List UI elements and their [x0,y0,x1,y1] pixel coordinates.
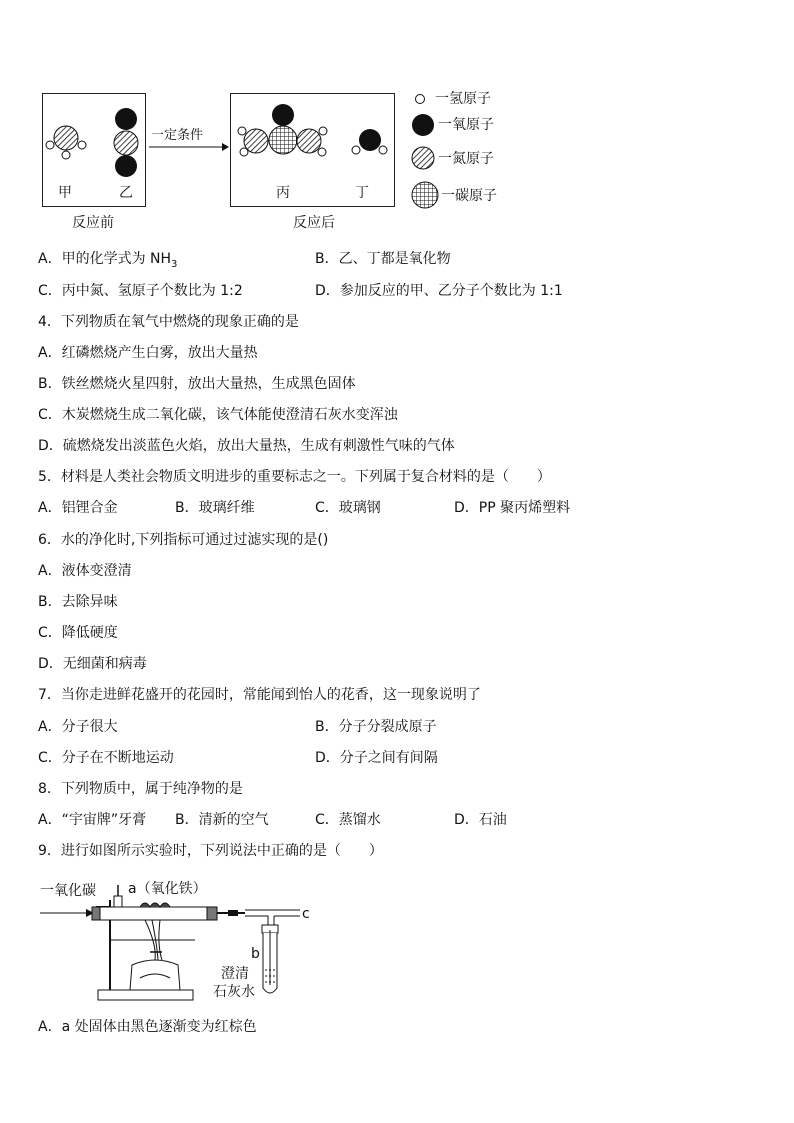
q4-option-b: B．铁丝燃烧火星四射，放出大量热，生成黑色固体 [38,376,356,392]
q8-option-a: A．“宇宙牌”牙膏 [38,812,147,828]
q7-option-a: A．分子很大 [38,719,118,735]
q5-stem: 5．材料是人类社会物质文明进步的重要标志之一。下列属于复合材料的是（ ） [38,469,551,485]
q6-option-d: D．无细菌和病毒 [38,656,147,672]
q7-option-c: C．分子在不断地运动 [38,750,174,766]
label-yi: 乙 [119,185,133,201]
molecule-jia [46,126,86,159]
label-limewater-2: 石灰水 [213,984,255,1000]
q7-stem: 7．当你走进鲜花盛开的花园时，常能闻到怡人的花香，这一现象说明了 [38,687,481,703]
q4-stem: 4．下列物质在氧气中燃烧的现象正确的是 [38,314,299,330]
label-carbon-monoxide: 一氧化碳 [40,883,96,899]
q6-option-b: B．去除异味 [38,594,118,610]
label-c: c [302,906,310,922]
legend-oxygen-label: 一氧原子 [438,117,494,133]
q8-option-d: D．石油 [454,812,507,828]
q9-option-a: A．a 处固体由黑色逐渐变为红棕色 [38,1019,257,1035]
subscript-3: 3 [171,258,178,270]
q6-stem: 6．水的净化时,下列指标可通过过滤实现的是() [38,532,329,548]
q7-option-b: B．分子分裂成原子 [315,719,437,735]
q3-option-b: B．乙、丁都是氧化物 [315,251,451,267]
legend-nitrogen-label: 一氮原子 [438,151,494,167]
q5-option-b: B．玻璃纤维 [175,500,255,516]
q5-option-c: C．玻璃钢 [315,500,381,516]
legend-carbon-label: 一碳原子 [441,188,497,204]
oxygen-atom-icon [412,114,434,136]
label-b: b [251,946,260,962]
nitrogen-atom-icon [412,147,434,169]
q3-option-c: C．丙中氮、氢原子个数比为 1:2 [38,283,243,299]
q5-option-d: D．PP 聚丙烯塑料 [454,500,571,516]
hydrogen-atom-icon [416,95,425,104]
molecule-bing [238,104,327,156]
q5-option-a: A．铝锂合金 [38,500,118,516]
label-limewater-1: 澄清 [221,966,249,982]
label-ding: 丁 [355,185,369,201]
q6-option-c: C．降低硬度 [38,625,118,641]
q4-option-c: C．木炭燃烧生成二氧化碳，该气体能使澄清石灰水变浑浊 [38,407,398,423]
molecule-ding [352,129,387,154]
reaction-diagram [0,0,794,240]
caption-after: 反应后 [293,215,335,231]
q6-option-a: A．液体变澄清 [38,563,132,579]
reaction-condition: 一定条件 [151,128,204,143]
q4-option-a: A．红磷燃烧产生白雾，放出大量热 [38,345,258,361]
caption-before: 反应前 [72,215,114,231]
molecule-yi [114,108,138,177]
q7-option-d: D．分子之间有间隔 [315,750,438,766]
q8-option-b: B．清新的空气 [175,812,269,828]
q8-option-c: C．蒸馏水 [315,812,381,828]
label-a-iron-oxide: a（氧化铁） [128,881,207,897]
label-jia: 甲 [58,185,72,201]
q3-option-a: A．甲的化学式为 $NH_3$ [38,251,178,270]
carbon-atom-icon [412,182,438,208]
q3-option-d: D．参加反应的甲、乙分子个数比为 1:1 [315,283,563,299]
label-bing: 丙 [276,185,290,201]
q8-stem: 8．下列物质中，属于纯净物的是 [38,781,243,797]
q4-option-d: D．硫燃烧发出淡蓝色火焰，放出大量热，生成有刺激性气味的气体 [38,438,455,454]
legend-hydrogen-label: 一氢原子 [435,91,491,107]
q9-stem: 9．进行如图所示实验时，下列说法中正确的是（ ） [38,843,383,859]
